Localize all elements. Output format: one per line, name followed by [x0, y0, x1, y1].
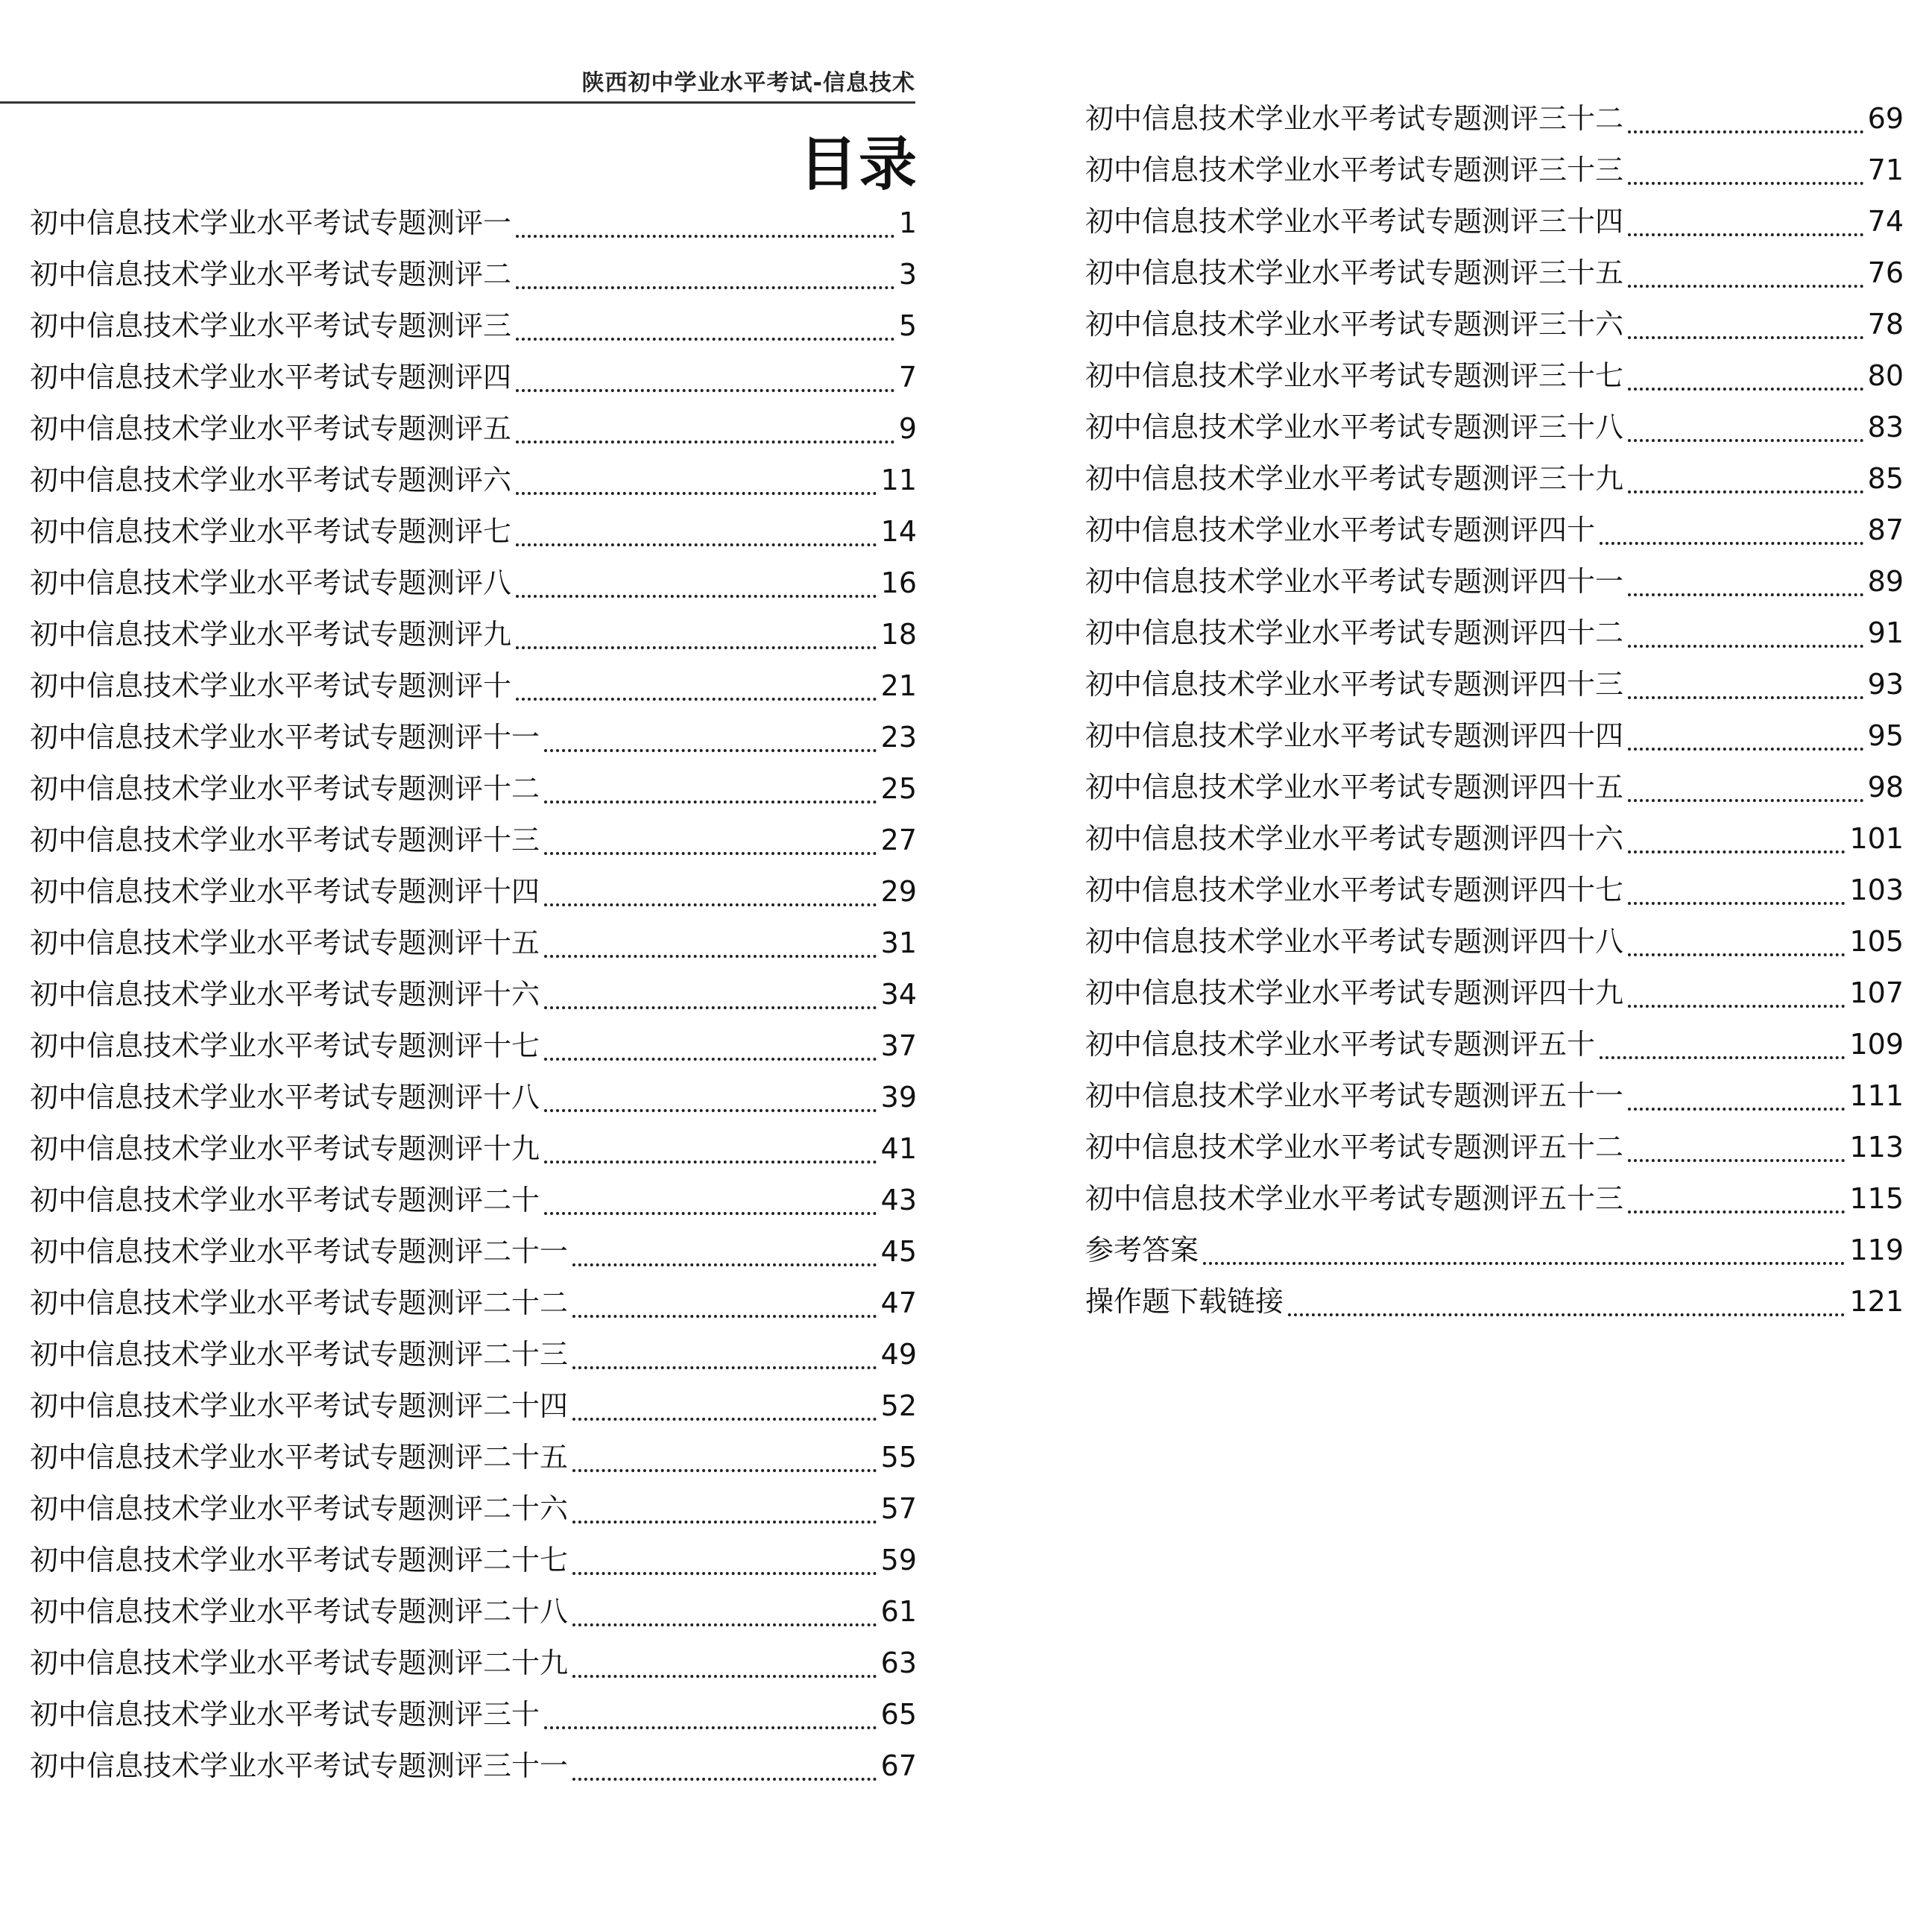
toc-entry[interactable]: [1085, 815, 1904, 867]
toc-entry-label: 初中信息技术学业水平考试专题测评十五: [30, 926, 540, 959]
dot-leader: [1628, 330, 1863, 339]
header-rule: [0, 101, 915, 104]
toc-entry-label: 初中信息技术学业水平考试专题测评四十六: [1085, 822, 1624, 855]
dot-leader: [544, 1206, 877, 1215]
toc-entry[interactable]: [1085, 95, 1904, 147]
dot-leader: [572, 1309, 877, 1318]
toc-entry-label: 初中信息技术学业水平考试专题测评二十八: [30, 1595, 569, 1628]
toc-entry-page-number: 31: [880, 926, 917, 959]
toc-entry-label: 初中信息技术学业水平考试专题测评七: [30, 515, 512, 548]
toc-entry-label: 初中信息技术学业水平考试专题测评二十一: [30, 1235, 569, 1268]
toc-entry[interactable]: [30, 611, 917, 663]
toc-entry-label: 初中信息技术学业水平考试专题测评四十四: [1085, 719, 1624, 752]
toc-entry[interactable]: [1085, 507, 1904, 558]
toc-entry-label: 初中信息技术学业水平考试专题测评二十: [30, 1184, 540, 1216]
toc-entry[interactable]: [30, 663, 917, 714]
dot-leader: [516, 486, 877, 495]
toc-entry-page-number: 76: [1867, 256, 1904, 289]
toc-entry-page-number: 55: [880, 1441, 917, 1474]
toc-entry-page-number: 5: [898, 309, 917, 342]
toc-entry-page-number: 80: [1867, 359, 1904, 392]
toc-entry-label: 初中信息技术学业水平考试专题测评十三: [30, 824, 540, 856]
toc-list-right: [1085, 95, 1904, 1330]
dot-leader: [1628, 1102, 1845, 1111]
dot-leader: [1628, 382, 1863, 391]
toc-entry[interactable]: [1085, 1175, 1904, 1227]
toc-entry[interactable]: [30, 251, 917, 303]
toc-entry[interactable]: [1085, 250, 1904, 301]
toc-entry-page-number: 98: [1867, 771, 1904, 804]
toc-entry[interactable]: [30, 1023, 917, 1074]
dot-leader: [1628, 587, 1863, 596]
toc-entry-label: 初中信息技术学业水平考试专题测评四十八: [1085, 925, 1624, 958]
toc-entry-page-number: 11: [880, 464, 917, 496]
toc-entry-page-number: 16: [880, 566, 917, 599]
toc-entry-label: 初中信息技术学业水平考试专题测评三十六: [1085, 308, 1624, 341]
toc-entry-page-number: 83: [1867, 411, 1904, 443]
toc-entry[interactable]: [30, 1228, 917, 1280]
toc-entry-page-number: 78: [1867, 308, 1904, 341]
toc-entry-page-number: 109: [1849, 1028, 1904, 1061]
dot-leader: [1628, 176, 1863, 185]
dot-leader: [572, 1566, 877, 1575]
toc-entry[interactable]: [1085, 661, 1904, 713]
dot-leader: [1600, 1050, 1845, 1059]
toc-entry[interactable]: [30, 200, 917, 251]
toc-entry-label: 初中信息技术学业水平考试专题测评十七: [30, 1029, 540, 1062]
toc-entry-page-number: 47: [880, 1287, 917, 1319]
toc-entry-label: 初中信息技术学业水平考试专题测评二: [30, 258, 512, 291]
toc-entry[interactable]: [30, 817, 917, 868]
toc-entry[interactable]: [30, 1280, 917, 1331]
toc-entry-page-number: 89: [1867, 565, 1904, 598]
dot-leader: [516, 383, 894, 392]
toc-entry-page-number: 87: [1867, 514, 1904, 546]
toc-entry-page-number: 71: [1867, 154, 1904, 186]
toc-entry[interactable]: [30, 1537, 917, 1588]
toc-entry-label: 初中信息技术学业水平考试专题测评四十五: [1085, 771, 1624, 804]
toc-entry[interactable]: [30, 1743, 917, 1794]
toc-entry-label: 初中信息技术学业水平考试专题测评三十七: [1085, 359, 1624, 392]
dot-leader: [572, 1257, 877, 1266]
dot-leader: [544, 1155, 877, 1164]
toc-entry-page-number: 18: [880, 618, 917, 651]
toc-entry-page-number: 27: [880, 824, 917, 856]
toc-entry-page-number: 25: [880, 772, 917, 805]
toc-entry-label: 初中信息技术学业水平考试专题测评四十三: [1085, 668, 1624, 701]
dot-leader: [544, 1000, 877, 1009]
toc-entry-label: 初中信息技术学业水平考试专题测评二十七: [30, 1544, 569, 1576]
toc-entry-page-number: 49: [880, 1338, 917, 1371]
toc-entry-page-number: 85: [1867, 462, 1904, 495]
toc-entry[interactable]: [1085, 713, 1904, 764]
toc-entry-label: 初中信息技术学业水平考试专题测评十四: [30, 875, 540, 908]
toc-entry[interactable]: [1085, 404, 1904, 455]
toc-entry-page-number: 39: [880, 1081, 917, 1114]
toc-entry-label: 初中信息技术学业水平考试专题测评三十八: [1085, 411, 1624, 443]
toc-entry-label: 初中信息技术学业水平考试专题测评二十四: [30, 1389, 569, 1422]
toc-entry[interactable]: [1085, 970, 1904, 1021]
toc-entry-page-number: 9: [898, 412, 917, 445]
toc-entry-label: 初中信息技术学业水平考试专题测评二十三: [30, 1338, 569, 1371]
right-page: [1044, 0, 1932, 1932]
toc-entry-page-number: 91: [1867, 616, 1904, 649]
dot-leader: [1628, 999, 1845, 1008]
toc-entry-page-number: 57: [880, 1492, 917, 1525]
toc-entry[interactable]: [1085, 147, 1904, 198]
toc-entry-page-number: 34: [880, 978, 917, 1011]
dot-leader: [516, 435, 894, 443]
toc-entry[interactable]: [30, 714, 917, 765]
toc-entry-label: 初中信息技术学业水平考试专题测评十二: [30, 772, 540, 805]
toc-entry[interactable]: [30, 457, 917, 508]
dot-leader: [516, 537, 877, 546]
toc-entry-label: 初中信息技术学业水平考试专题测评五十一: [1085, 1079, 1624, 1112]
toc-entry-label: 初中信息技术学业水平考试专题测评五十二: [1085, 1131, 1624, 1164]
toc-entry-label: 初中信息技术学业水平考试专题测评十六: [30, 978, 540, 1011]
toc-entry-label: 初中信息技术学业水平考试专题测评二十二: [30, 1287, 569, 1319]
toc-entry[interactable]: [1085, 301, 1904, 353]
toc-entry[interactable]: [1085, 1124, 1904, 1175]
dot-leader: [1203, 1256, 1845, 1265]
toc-entry[interactable]: [30, 971, 917, 1023]
dot-leader: [544, 846, 877, 855]
dot-leader: [544, 1720, 877, 1729]
toc-entry-page-number: 95: [1867, 719, 1904, 752]
toc-entry[interactable]: [1085, 610, 1904, 661]
toc-entry-page-number: 14: [880, 515, 917, 548]
toc-entry[interactable]: [30, 1434, 917, 1486]
toc-entry-label: 初中信息技术学业水平考试专题测评十: [30, 669, 512, 702]
dot-leader: [572, 1360, 877, 1369]
toc-entry-page-number: 65: [880, 1698, 917, 1731]
toc-entry-page-number: 43: [880, 1184, 917, 1216]
toc-entry-page-number: 41: [880, 1132, 917, 1165]
toc-entry-page-number: 63: [880, 1647, 917, 1679]
toc-entry-label: 操作题下载链接: [1085, 1285, 1284, 1318]
dot-leader: [1628, 845, 1845, 853]
toc-entry[interactable]: [1085, 764, 1904, 815]
toc-entry[interactable]: [1085, 455, 1904, 507]
toc-entry-label: 初中信息技术学业水平考试专题测评四: [30, 361, 512, 394]
toc-entry[interactable]: [1085, 1278, 1904, 1330]
toc-entry[interactable]: [1085, 918, 1904, 970]
toc-entry-label: 初中信息技术学业水平考试专题测评三十五: [1085, 256, 1624, 289]
dot-leader: [516, 280, 894, 289]
dot-leader: [1600, 536, 1863, 545]
toc-entry-label: 初中信息技术学业水平考试专题测评二十六: [30, 1492, 569, 1525]
toc-entry-page-number: 1: [898, 206, 917, 239]
dot-leader: [544, 949, 877, 958]
toc-entry-label: 初中信息技术学业水平考试专题测评三十二: [1085, 102, 1624, 135]
toc-entry-label: 初中信息技术学业水平考试专题测评十九: [30, 1132, 540, 1165]
dot-leader: [1628, 896, 1845, 905]
toc-entry[interactable]: [30, 354, 917, 405]
toc-entry-page-number: 21: [880, 669, 917, 702]
toc-entry-page-number: 29: [880, 875, 917, 908]
dot-leader: [544, 743, 877, 752]
dot-leader: [1288, 1307, 1845, 1316]
toc-entry-page-number: 59: [880, 1544, 917, 1576]
toc-entry-page-number: 119: [1849, 1234, 1904, 1266]
toc-entry-page-number: 67: [880, 1749, 917, 1782]
toc-entry-page-number: 105: [1849, 925, 1904, 958]
toc-entry[interactable]: [1085, 353, 1904, 404]
toc-entry-label: 初中信息技术学业水平考试专题测评三十三: [1085, 154, 1624, 186]
toc-entry[interactable]: [30, 1588, 917, 1640]
toc-entry[interactable]: [30, 1383, 917, 1434]
toc-entry-page-number: 101: [1849, 822, 1904, 855]
toc-entry-page-number: 37: [880, 1029, 917, 1062]
toc-entry[interactable]: [30, 1331, 917, 1383]
dot-leader: [1628, 227, 1863, 236]
toc-entry-page-number: 107: [1849, 976, 1904, 1009]
toc-entry[interactable]: [30, 920, 917, 971]
toc-entry-page-number: 74: [1867, 205, 1904, 238]
dot-leader: [516, 332, 894, 341]
dot-leader: [572, 1669, 877, 1678]
toc-entry-label: 初中信息技术学业水平考试专题测评二十九: [30, 1647, 569, 1679]
toc-entry[interactable]: [30, 1177, 917, 1228]
toc-entry[interactable]: [30, 868, 917, 920]
dot-leader: [544, 1103, 877, 1112]
dot-leader: [1628, 124, 1863, 133]
dot-leader: [544, 795, 877, 804]
dot-leader: [1628, 279, 1863, 288]
running-header: 陕西初中学业水平考试-信息技术: [581, 70, 915, 96]
dot-leader: [544, 1052, 877, 1061]
toc-list-left: [30, 200, 917, 1794]
dot-leader: [1628, 793, 1863, 802]
toc-entry-label: 初中信息技术学业水平考试专题测评一: [30, 206, 512, 239]
toc-entry[interactable]: [1085, 1227, 1904, 1278]
toc-entry[interactable]: [30, 765, 917, 817]
toc-entry-page-number: 3: [898, 258, 917, 291]
toc-entry[interactable]: [1085, 867, 1904, 918]
toc-entry-label: 初中信息技术学业水平考试专题测评三十: [30, 1698, 540, 1731]
toc-entry-label: 初中信息技术学业水平考试专题测评四十: [1085, 514, 1596, 546]
toc-entry-label: 参考答案: [1085, 1234, 1199, 1266]
dot-leader: [1628, 1153, 1845, 1162]
dot-leader: [572, 1463, 877, 1472]
dot-leader: [572, 1412, 877, 1421]
toc-entry[interactable]: [30, 1074, 917, 1126]
toc-entry-page-number: 23: [880, 721, 917, 754]
toc-entry[interactable]: [30, 303, 917, 354]
toc-entry-page-number: 61: [880, 1595, 917, 1628]
toc-entry-page-number: 45: [880, 1235, 917, 1268]
toc-entry-page-number: 113: [1849, 1131, 1904, 1164]
toc-entry[interactable]: [1085, 198, 1904, 250]
dot-leader: [1628, 639, 1863, 648]
toc-entry-label: 初中信息技术学业水平考试专题测评五十三: [1085, 1182, 1624, 1215]
toc-entry[interactable]: [30, 508, 917, 560]
dot-leader: [516, 589, 877, 598]
toc-entry-label: 初中信息技术学业水平考试专题测评四十七: [1085, 874, 1624, 906]
toc-entry-page-number: 93: [1867, 668, 1904, 701]
toc-entry-label: 初中信息技术学业水平考试专题测评三十四: [1085, 205, 1624, 238]
toc-entry-label: 初中信息技术学业水平考试专题测评十八: [30, 1081, 540, 1114]
toc-entry[interactable]: [30, 1640, 917, 1691]
dot-leader: [572, 1515, 877, 1524]
dot-leader: [516, 229, 894, 238]
toc-entry[interactable]: [30, 1486, 917, 1537]
toc-entry-page-number: 7: [898, 361, 917, 394]
toc-entry-label: 初中信息技术学业水平考试专题测评五十: [1085, 1028, 1596, 1061]
dot-leader: [516, 640, 877, 649]
toc-entry-label: 初中信息技术学业水平考试专题测评三十九: [1085, 462, 1624, 495]
toc-title: 目录: [798, 131, 918, 198]
dot-leader: [544, 897, 877, 906]
toc-entry-page-number: 121: [1849, 1285, 1904, 1318]
dot-leader: [572, 1617, 877, 1626]
toc-entry-label: 初中信息技术学业水平考试专题测评十一: [30, 721, 540, 754]
dot-leader: [1628, 742, 1863, 751]
toc-entry-label: 初中信息技术学业水平考试专题测评四十二: [1085, 616, 1624, 649]
dot-leader: [1628, 690, 1863, 699]
toc-entry-label: 初中信息技术学业水平考试专题测评四十九: [1085, 976, 1624, 1009]
toc-entry-page-number: 52: [880, 1389, 917, 1422]
toc-entry[interactable]: [30, 405, 917, 457]
toc-entry-page-number: 115: [1849, 1182, 1904, 1215]
dot-leader: [1628, 484, 1863, 493]
toc-entry[interactable]: [30, 1126, 917, 1177]
dot-leader: [572, 1772, 877, 1781]
toc-entry[interactable]: [1085, 1021, 1904, 1073]
toc-entry[interactable]: [30, 1691, 917, 1743]
toc-entry-page-number: 111: [1849, 1079, 1904, 1112]
toc-entry-label: 初中信息技术学业水平考试专题测评五: [30, 412, 512, 445]
toc-entry-page-number: 103: [1849, 874, 1904, 906]
dot-leader: [1628, 1205, 1845, 1213]
toc-entry[interactable]: [1085, 558, 1904, 610]
toc-entry-label: 初中信息技术学业水平考试专题测评六: [30, 464, 512, 496]
toc-entry[interactable]: [1085, 1073, 1904, 1124]
toc-entry-label: 初中信息技术学业水平考试专题测评九: [30, 618, 512, 651]
toc-entry-label: 初中信息技术学业水平考试专题测评八: [30, 566, 512, 599]
dot-leader: [1628, 433, 1863, 442]
dot-leader: [516, 692, 877, 701]
toc-entry[interactable]: [30, 560, 917, 611]
toc-entry-label: 初中信息技术学业水平考试专题测评四十一: [1085, 565, 1624, 598]
dot-leader: [1628, 947, 1845, 956]
toc-entry-page-number: 69: [1867, 102, 1904, 135]
toc-entry-label: 初中信息技术学业水平考试专题测评三: [30, 309, 512, 342]
toc-entry-label: 初中信息技术学业水平考试专题测评二十五: [30, 1441, 569, 1474]
toc-entry-label: 初中信息技术学业水平考试专题测评三十一: [30, 1749, 569, 1782]
